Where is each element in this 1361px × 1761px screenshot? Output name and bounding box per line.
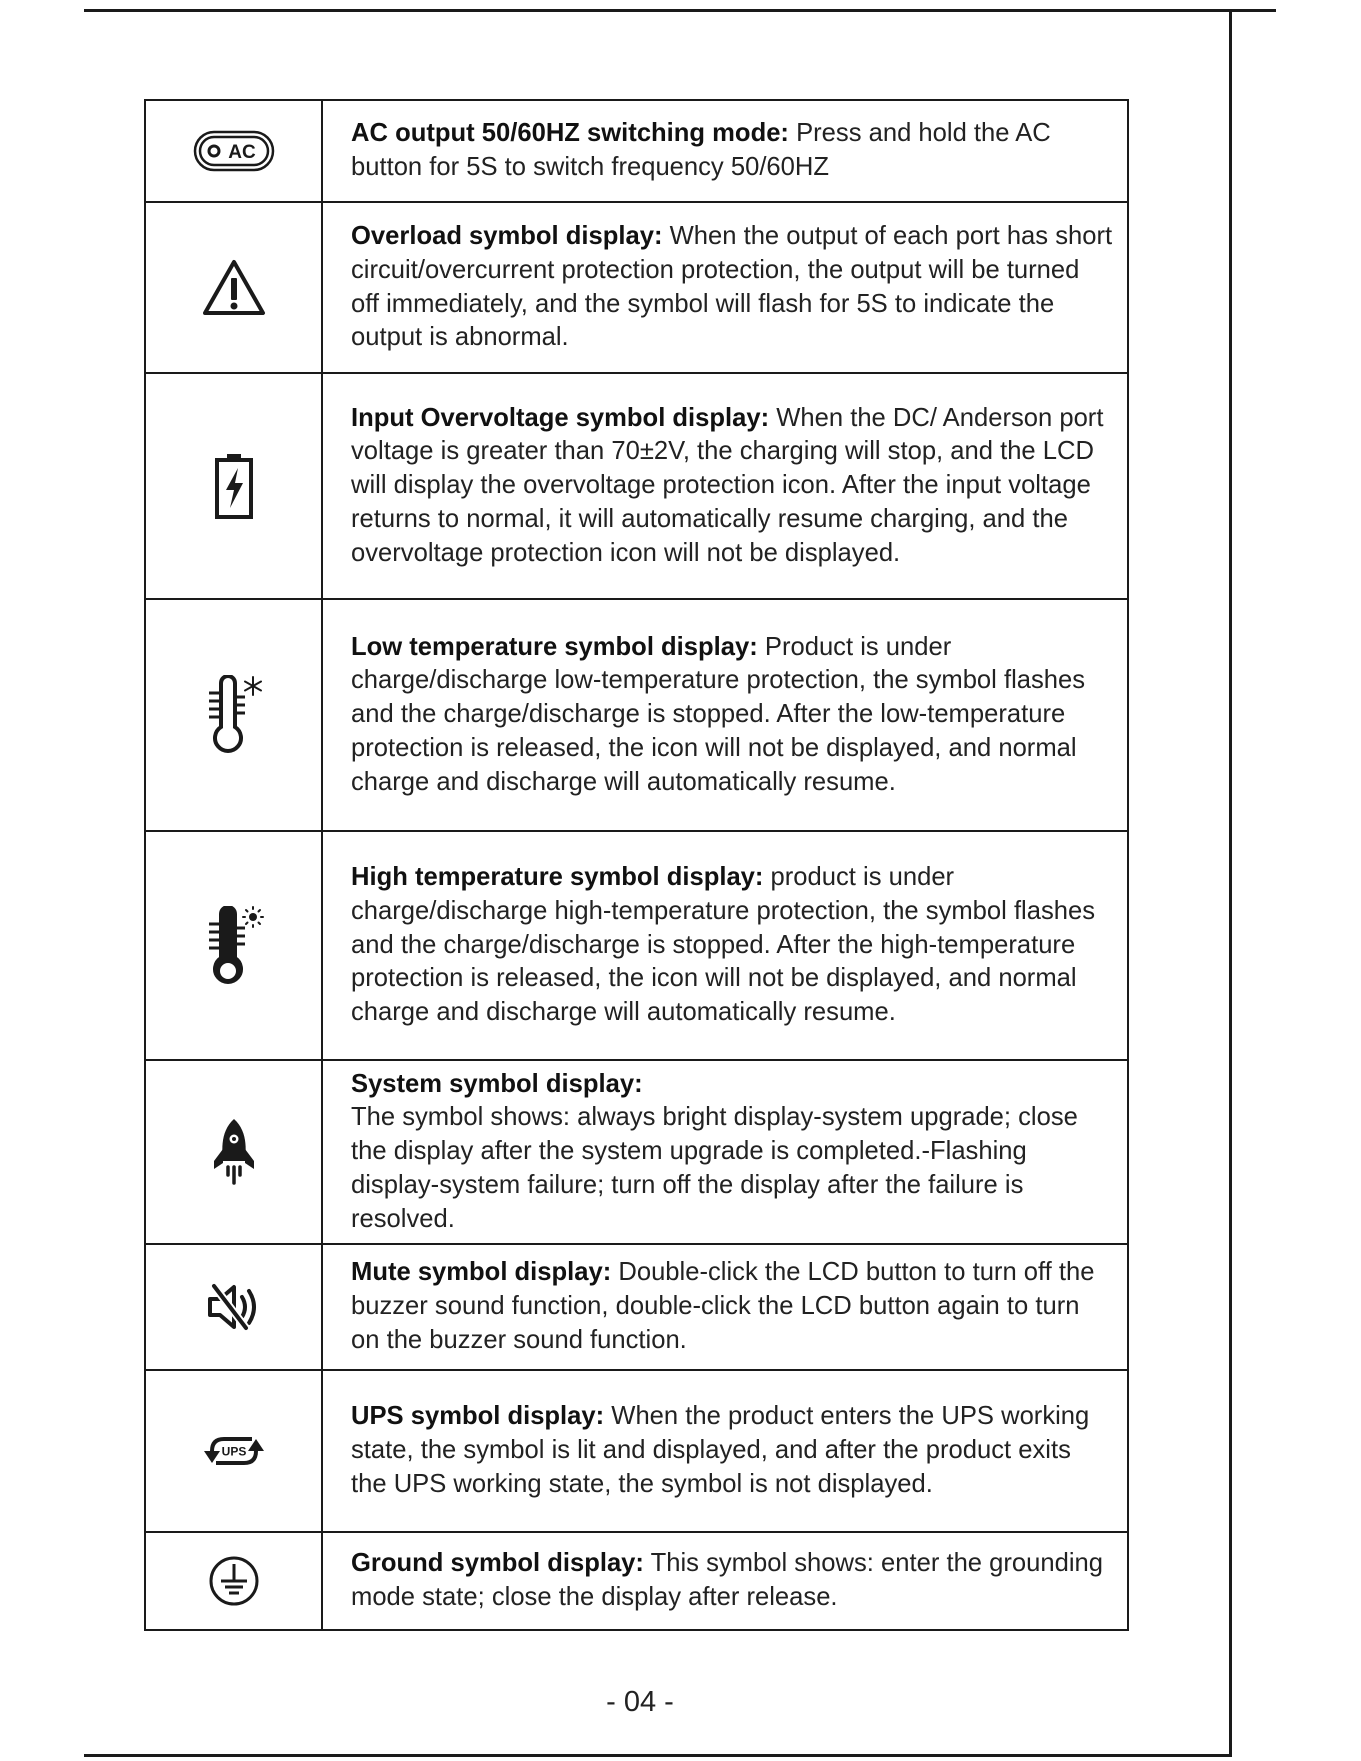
description-cell <box>322 599 1128 831</box>
term-label: Input Overvoltage symbol display: <box>351 403 770 432</box>
term-label: AC output 50/60HZ switching mode: <box>351 119 789 148</box>
description-cell <box>322 1532 1128 1630</box>
table-row <box>145 202 1128 373</box>
table-row <box>145 1060 1128 1244</box>
ground-icon <box>208 1555 260 1607</box>
term-label: Overload symbol display: <box>351 221 663 250</box>
table-row <box>145 1532 1128 1630</box>
top-rule <box>84 9 1276 12</box>
right-rule <box>1229 9 1232 1757</box>
description-cell <box>322 1244 1128 1370</box>
battery-charging-icon <box>214 452 254 520</box>
ups-icon-label: UPS <box>221 1444 246 1459</box>
description-text: Double-click the LCD button to turn off the buzzer sound function, double-click the LCD button again to turn on the buzzer sound function. <box>351 1258 1095 1354</box>
icon-cell <box>145 1532 322 1630</box>
description-cell <box>322 373 1128 599</box>
description-text: product is under charge/discharge high-temperature protection, the symbol flashes and the charge/discharge is stopped. After the high-temperature protection is released, the icon will not be displayed, and normal charge and discharge will automatically resume. <box>351 863 1096 1027</box>
rocket-icon <box>211 1117 257 1187</box>
description-text: When the DC/ Anderson port voltage is greater than 70±2V, the charging will stop, and the LCD will display the overvoltage protection icon. After the input voltage returns to normal, it will automatically resume charging, and the overvoltage protection icon will not be displayed. <box>351 403 1104 567</box>
description-text: Product is under charge/discharge low-temperature protection, the symbol flashes and the charge/discharge is stopped. After the low-temperature protection is released, the icon will not be displayed, and normal charge and discharge will automatically resume. <box>351 632 1086 796</box>
ups-arrows-icon <box>194 1433 274 1469</box>
icon-cell <box>145 100 322 202</box>
description-text: When the product enters the UPS working state, the symbol is lit and displayed, and after the product exits the UPS working state, the symbol is not displayed. <box>351 1402 1090 1498</box>
icon-cell <box>145 1060 322 1244</box>
page-number: - 04 - <box>606 1686 674 1718</box>
description-cell <box>322 100 1128 202</box>
term-label: Low temperature symbol display: <box>351 632 758 661</box>
description-text: This symbol shows: enter the grounding mode state; close the display after release. <box>351 1549 1103 1611</box>
table-row <box>145 373 1128 599</box>
table-row <box>145 1244 1128 1370</box>
term-label: High temperature symbol display: <box>351 863 764 891</box>
icon-cell <box>145 1244 322 1370</box>
icon-cell <box>145 599 322 831</box>
table-row <box>145 831 1128 1060</box>
icon-cell <box>145 202 322 373</box>
term-label: System symbol display: <box>351 1069 643 1098</box>
symbol-table <box>144 99 1129 1631</box>
icon-cell <box>145 1370 322 1532</box>
description-text: The symbol shows: always bright display-system upgrade; close the display after the system upgrade is completed.-Flashing display-system failure; turn off the display after the failure is resolved. <box>351 1103 1078 1233</box>
description-cell <box>322 202 1128 373</box>
table-row <box>145 100 1128 202</box>
table-row <box>145 1370 1128 1532</box>
ac-button-icon <box>193 130 275 172</box>
icon-cell <box>145 831 322 1060</box>
bottom-rule <box>84 1754 1230 1757</box>
description-cell <box>322 1060 1128 1244</box>
description-text: When the output of each port has short circuit/overcurrent protection protection, the output will be turned off immediately, and the symbol will flash for 5S to indicate the output is abnormal. <box>351 221 1113 352</box>
description-cell <box>322 831 1128 1060</box>
description-cell <box>322 1370 1128 1532</box>
term-label: Mute symbol display: <box>351 1258 612 1287</box>
description-text: Press and hold the AC button for 5S to switch frequency 50/60HZ <box>351 119 1051 181</box>
ac-icon-label: AC <box>227 142 256 163</box>
speaker-mute-icon <box>206 1282 262 1332</box>
table-row <box>145 599 1128 831</box>
term-label: UPS symbol display: <box>351 1402 605 1431</box>
thermometer-sun-icon <box>203 906 265 986</box>
icon-cell <box>145 373 322 599</box>
thermometer-snowflake-icon <box>203 675 265 755</box>
term-label: Ground symbol display: <box>351 1549 644 1578</box>
warning-triangle-icon <box>201 258 267 318</box>
